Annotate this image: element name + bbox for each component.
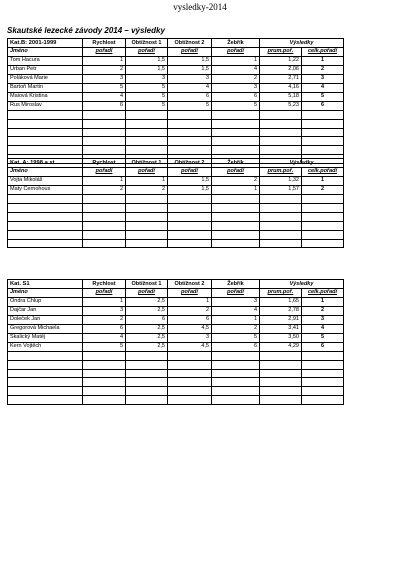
empty-cell [83,351,126,360]
zebrik-value: 6 [212,92,260,101]
empty-cell [8,360,83,369]
empty-cell [302,351,344,360]
col-obtiznost-1-poradi: pořadí [126,48,168,57]
col-celk: celk.pořadí [302,289,344,298]
col-zebrik: Žebřík [212,159,260,168]
empty-cell [83,128,126,137]
empty-cell [212,128,260,137]
celk-value: 3 [302,75,344,84]
col-vysledky: Výsledky [260,39,344,48]
table-row [8,333,390,342]
zebrik-value: 1 [212,316,260,325]
empty-cell [126,387,168,396]
competitor-name: Gregorová Michaela [8,325,83,334]
empty-cell [8,146,83,155]
obtiznost-1-value: 2,5 [126,325,168,334]
table-row [8,84,390,93]
empty-cell [8,128,83,137]
zebrik-value: 3 [212,298,260,307]
table-row [8,325,390,334]
col-name: Jméno [8,48,83,57]
obtiznost-1-value: 3 [126,75,168,84]
prum-value: 4,29 [260,342,302,351]
empty-cell [126,396,168,405]
empty-cell [126,146,168,155]
empty-row [8,204,390,213]
rychlost-value: 2 [83,66,126,75]
empty-cell [8,369,83,378]
empty-cell [212,360,260,369]
empty-cell [83,221,126,230]
obtiznost-2-value: 4 [168,84,212,93]
prum-value: 1,32 [260,177,302,186]
empty-cell [260,110,302,119]
empty-cell [126,110,168,119]
prum-value: 2,91 [260,316,302,325]
rychlost-value: 4 [83,92,126,101]
empty-cell [8,387,83,396]
empty-cell [168,204,212,213]
col-rychlost: Rychlost [83,280,126,289]
obtiznost-2-value: 6 [168,92,212,101]
rychlost-value: 6 [83,325,126,334]
col-obtiznost-2: Obtížnost 2 [168,280,212,289]
obtiznost-2-value: 1,5 [168,177,212,186]
competitor-name: Maiová Kristina [8,92,83,101]
celk-value: 6 [302,342,344,351]
empty-cell [8,396,83,405]
empty-cell [8,230,83,239]
zebrik-value: 1 [212,57,260,66]
prum-value: 4,16 [260,84,302,93]
competitor-name: Skalický Matěj [8,333,83,342]
empty-row [8,351,390,360]
prum-value: 3,41 [260,325,302,334]
celk-value: 2 [302,186,344,195]
empty-cell [260,128,302,137]
obtiznost-1-value: 6 [126,316,168,325]
col-zebrik: Žebřík [212,280,260,289]
table-row [8,316,390,325]
empty-row [8,239,390,248]
empty-cell [260,212,302,221]
obtiznost-2-value: 3 [168,75,212,84]
empty-cell [8,212,83,221]
col-prum: prum.poř. [260,289,302,298]
col-rychlost-poradi: pořadí [83,168,126,177]
col-prum: prum.poř. [260,48,302,57]
celk-value: 2 [302,307,344,316]
empty-cell [8,195,83,204]
header-row [8,280,390,289]
empty-cell [83,230,126,239]
category-label: Kat.B: 2001-1999 [8,39,83,48]
empty-row [8,110,390,119]
rychlost-value: 1 [83,57,126,66]
obtiznost-1-value: 2,5 [126,298,168,307]
table-row [8,307,390,316]
empty-cell [168,195,212,204]
empty-cell [302,128,344,137]
empty-cell [8,137,83,146]
col-obtiznost-2: Obtížnost 2 [168,159,212,168]
col-celk: celk.pořadí [302,48,344,57]
col-vysledky: Výsledky [260,280,344,289]
empty-cell [302,110,344,119]
empty-cell [260,230,302,239]
col-zebrik-poradi: pořadí [212,168,260,177]
empty-cell [212,137,260,146]
empty-cell [260,360,302,369]
empty-cell [126,351,168,360]
empty-cell [260,137,302,146]
celk-value: 1 [302,57,344,66]
empty-cell [212,146,260,155]
empty-cell [212,212,260,221]
table-row [8,57,390,66]
prum-value: 2,71 [260,75,302,84]
col-obtiznost-1-poradi: pořadí [126,168,168,177]
empty-row [8,387,390,396]
competitor-name: Maty Černohous [8,186,83,195]
category-label: Kat. A: 1998 a st. [8,159,83,168]
table-row [8,186,390,195]
empty-cell [168,387,212,396]
empty-cell [8,239,83,248]
competitor-name: Kern Vojtěch [8,342,83,351]
empty-cell [126,230,168,239]
empty-cell [168,369,212,378]
empty-cell [168,221,212,230]
competitor-name: Urban Petr [8,66,83,75]
empty-cell [260,204,302,213]
empty-cell [126,128,168,137]
empty-cell [83,378,126,387]
empty-cell [126,369,168,378]
obtiznost-1-value: 2,5 [126,307,168,316]
empty-cell [302,146,344,155]
obtiznost-1-value: 1 [126,177,168,186]
category-label: Kat. S1 [8,280,83,289]
empty-cell [260,378,302,387]
col-name: Jméno [8,289,83,298]
obtiznost-2-value: 1 [168,298,212,307]
empty-cell [168,378,212,387]
document-heading: Skautské lezecké závody 2014 – výsledky [7,26,165,35]
col-rychlost-poradi: pořadí [83,48,126,57]
celk-value: 6 [302,101,344,110]
empty-cell [168,128,212,137]
prum-value: 1,65 [260,298,302,307]
col-obtiznost-2: Obtížnost 2 [168,39,212,48]
empty-cell [168,351,212,360]
empty-cell [260,146,302,155]
table-row [8,75,390,84]
rychlost-value: 4 [83,333,126,342]
col-obtiznost-2-poradi: pořadí [168,48,212,57]
obtiznost-1-value: 5 [126,101,168,110]
empty-cell [83,146,126,155]
celk-value: 1 [302,177,344,186]
col-obtiznost-1-poradi: pořadí [126,289,168,298]
competitor-name: Vojta Mikoláš [8,177,83,186]
zebrik-value: 4 [212,307,260,316]
empty-cell [8,110,83,119]
obtiznost-2-value: 1,5 [168,186,212,195]
results-table-kat-s1 [7,279,390,405]
empty-cell [212,351,260,360]
empty-cell [83,137,126,146]
empty-cell [212,239,260,248]
obtiznost-1-value: 1,5 [126,57,168,66]
celk-value: 4 [302,325,344,334]
prum-value: 3,50 [260,333,302,342]
empty-cell [212,221,260,230]
empty-cell [302,369,344,378]
obtiznost-1-value: 2,5 [126,342,168,351]
obtiznost-2-value: 4,5 [168,342,212,351]
results-table-kat-b [7,38,390,164]
col-obtiznost-2-poradi: pořadí [168,168,212,177]
rychlost-value: 1 [83,177,126,186]
empty-cell [168,110,212,119]
prum-value: 1,22 [260,57,302,66]
empty-cell [212,204,260,213]
empty-cell [302,378,344,387]
celk-value: 4 [302,84,344,93]
rychlost-value: 5 [83,84,126,93]
col-zebrik-poradi: pořadí [212,289,260,298]
prum-value: 2,06 [260,66,302,75]
table-row [8,298,390,307]
rychlost-value: 6 [83,101,126,110]
empty-cell [260,221,302,230]
col-obtiznost-1: Obtížnost 1 [126,39,168,48]
empty-cell [83,110,126,119]
empty-row [8,146,390,155]
subheader-row [8,48,390,57]
empty-cell [260,239,302,248]
zebrik-value: 5 [212,101,260,110]
col-rychlost: Rychlost [83,159,126,168]
celk-value: 3 [302,316,344,325]
subheader-row [8,289,390,298]
celk-value: 5 [302,333,344,342]
empty-cell [302,204,344,213]
col-name: Jméno [8,168,83,177]
competitor-name: Dajčar Jan [8,307,83,316]
col-zebrik-poradi: pořadí [212,48,260,57]
empty-cell [212,119,260,128]
prum-value: 1,57 [260,186,302,195]
empty-cell [302,221,344,230]
empty-row [8,396,390,405]
prum-value: 5,23 [260,101,302,110]
celk-value: 2 [302,66,344,75]
empty-cell [8,204,83,213]
empty-cell [212,195,260,204]
celk-value: 5 [302,92,344,101]
empty-cell [212,387,260,396]
celk-value: 1 [302,298,344,307]
empty-row [8,195,390,204]
zebrik-value: 1 [212,186,260,195]
empty-cell [83,387,126,396]
col-rychlost-poradi: pořadí [83,289,126,298]
obtiznost-2-value: 6 [168,316,212,325]
rychlost-value: 3 [83,307,126,316]
empty-cell [168,137,212,146]
empty-cell [8,221,83,230]
empty-cell [83,119,126,128]
empty-cell [212,230,260,239]
empty-row [8,137,390,146]
empty-cell [126,212,168,221]
competitor-name: Rus Miroslav [8,101,83,110]
obtiznost-1-value: 2,5 [126,333,168,342]
empty-row [8,212,390,221]
empty-cell [302,239,344,248]
rychlost-value: 2 [83,316,126,325]
col-zebrik: Žebřík [212,39,260,48]
zebrik-value: 2 [212,75,260,84]
empty-cell [126,204,168,213]
empty-cell [83,396,126,405]
empty-cell [302,387,344,396]
empty-cell [83,360,126,369]
competitor-name: Doleček Jan [8,316,83,325]
zebrik-value: 6 [212,342,260,351]
empty-cell [126,378,168,387]
empty-cell [126,137,168,146]
empty-cell [8,351,83,360]
empty-cell [8,378,83,387]
rychlost-value: 3 [83,75,126,84]
obtiznost-1-value: 5 [126,92,168,101]
obtiznost-2-value: 2 [168,307,212,316]
empty-row [8,230,390,239]
table-row [8,342,390,351]
empty-cell [302,360,344,369]
empty-cell [168,146,212,155]
empty-cell [212,396,260,405]
zebrik-value: 3 [212,84,260,93]
obtiznost-2-value: 3 [168,333,212,342]
table-row [8,177,390,186]
obtiznost-1-value: 2 [126,186,168,195]
results-table-kat-a [7,158,390,248]
header-row [8,159,390,168]
empty-cell [260,387,302,396]
empty-cell [126,239,168,248]
empty-cell [126,195,168,204]
empty-cell [8,119,83,128]
empty-cell [260,119,302,128]
empty-cell [168,230,212,239]
empty-cell [126,119,168,128]
zebrik-value: 2 [212,325,260,334]
empty-cell [168,396,212,405]
empty-cell [302,396,344,405]
empty-cell [83,239,126,248]
zebrik-value: 4 [212,66,260,75]
empty-row [8,378,390,387]
col-rychlost: Rychlost [83,39,126,48]
col-prum: prum.poř. [260,168,302,177]
empty-cell [212,378,260,387]
empty-cell [168,360,212,369]
empty-cell [83,195,126,204]
empty-row [8,221,390,230]
empty-cell [83,212,126,221]
empty-row [8,360,390,369]
table-row [8,66,390,75]
subheader-row [8,168,390,177]
obtiznost-2-value: 4,5 [168,325,212,334]
empty-cell [126,360,168,369]
table-row [8,92,390,101]
col-vysledky: Výsledky [260,159,344,168]
header-row [8,39,390,48]
empty-cell [168,212,212,221]
empty-cell [212,369,260,378]
empty-cell [83,204,126,213]
empty-cell [260,396,302,405]
col-obtiznost-1: Obtížnost 1 [126,280,168,289]
obtiznost-2-value: 1,5 [168,66,212,75]
obtiznost-1-value: 5 [126,84,168,93]
page-header: vysledky-2014 [173,2,227,12]
table-row [8,101,390,110]
empty-cell [83,369,126,378]
rychlost-value: 5 [83,342,126,351]
empty-cell [302,119,344,128]
empty-cell [126,221,168,230]
competitor-name: Ondra Chlup [8,298,83,307]
empty-cell [302,137,344,146]
empty-cell [260,195,302,204]
zebrik-value: 2 [212,177,260,186]
col-celk: celk.pořadí [302,168,344,177]
competitor-name: Tom Hacura [8,57,83,66]
competitor-name: Bartoň Martin [8,84,83,93]
empty-row [8,128,390,137]
empty-cell [260,369,302,378]
rychlost-value: 2 [83,186,126,195]
obtiznost-2-value: 5 [168,101,212,110]
prum-value: 2,78 [260,307,302,316]
empty-cell [168,119,212,128]
empty-cell [302,212,344,221]
competitor-name: Poláková Marie [8,75,83,84]
prum-value: 5,18 [260,92,302,101]
empty-row [8,369,390,378]
empty-cell [260,351,302,360]
rychlost-value: 1 [83,298,126,307]
obtiznost-1-value: 1,5 [126,66,168,75]
obtiznost-2-value: 1,5 [168,57,212,66]
col-obtiznost-1: Obtížnost 1 [126,159,168,168]
empty-cell [212,110,260,119]
empty-cell [302,230,344,239]
zebrik-value: 5 [212,333,260,342]
col-obtiznost-2-poradi: pořadí [168,289,212,298]
empty-cell [302,195,344,204]
empty-row [8,119,390,128]
empty-cell [168,239,212,248]
